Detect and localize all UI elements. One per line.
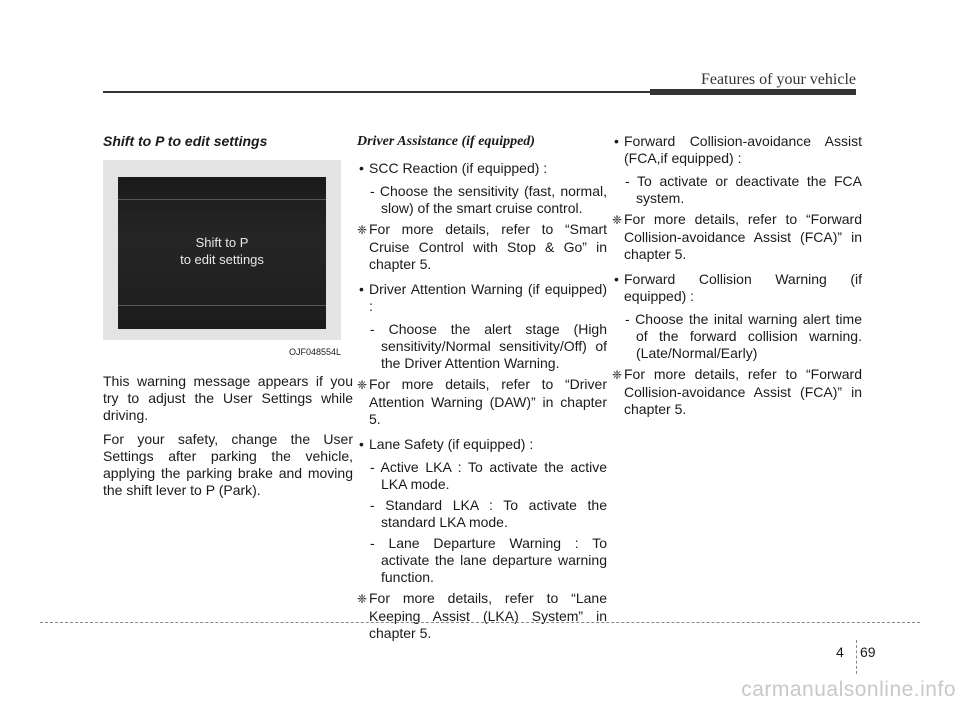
paragraph: This warning message appears if you try to adjust the User Settings while driving. bbox=[103, 373, 353, 423]
column-1 bbox=[103, 133, 353, 506]
screen-divider-top bbox=[118, 199, 326, 200]
chapter-number: 4 bbox=[836, 644, 844, 660]
watermark: carmanualsonline.info bbox=[741, 678, 956, 701]
figure-code: OJF048554L bbox=[288, 347, 341, 357]
column-3 bbox=[612, 133, 862, 426]
bullet-item: • Forward Collision-avoidance Assist (FCA,if equipped) : bbox=[612, 133, 862, 167]
figure-cluster-display bbox=[103, 160, 341, 340]
bullet-item: • Driver Attention Warning (if equipped) : bbox=[357, 281, 607, 315]
note-icon: ❈ bbox=[357, 378, 368, 392]
section-title-driver-assistance: Driver Assistance (if equipped) bbox=[357, 134, 535, 149]
note-text: For more details, refer to “Driver Attention Warning (DAW)” in chapter 5. bbox=[369, 376, 607, 427]
screen-line-2: to edit settings bbox=[180, 252, 264, 267]
section-title-shift-to-p: Shift to P to edit settings bbox=[103, 133, 268, 149]
header-title: Features of your vehicle bbox=[700, 71, 856, 88]
dash-item: - Standard LKA : To activate the standard LKA mode. bbox=[370, 497, 607, 530]
note bbox=[612, 366, 862, 418]
column-2 bbox=[357, 133, 607, 650]
note bbox=[612, 211, 862, 263]
bullet-item: • SCC Reaction (if equipped) : bbox=[357, 160, 607, 177]
dash-item: - Lane Departure Warning : To activate the lane departure warning function. bbox=[370, 535, 607, 585]
bullet-item: • Forward Collision Warning (if equipped) : bbox=[612, 271, 862, 305]
note-text: For more details, refer to “Forward Collision-avoidance Assist (FCA)” in chapter 5. bbox=[624, 211, 862, 262]
dash-item: - Choose the alert stage (High sensitivity/Normal sensitivity/Off) of the Driver Attention Warning. bbox=[370, 321, 607, 371]
note-text: For more details, refer to “Lane Keeping Assist (LKA) System” in chapter 5. bbox=[369, 590, 607, 641]
note-icon: ❈ bbox=[357, 592, 368, 606]
screen-divider-bottom bbox=[118, 305, 326, 306]
screen-line-1: Shift to P bbox=[195, 235, 249, 250]
note bbox=[357, 376, 607, 428]
dash-item: - To activate or deactivate the FCA system. bbox=[625, 173, 862, 206]
note-text: For more details, refer to “Forward Collision-avoidance Assist (FCA)” in chapter 5. bbox=[624, 366, 862, 417]
note-text: For more details, refer to “Smart Cruise Control with Stop & Go” in chapter 5. bbox=[369, 221, 607, 272]
page-number: 69 bbox=[860, 644, 876, 660]
header-rule-accent bbox=[650, 89, 856, 95]
dash-item: - Active LKA : To activate the active LKA mode. bbox=[370, 459, 607, 492]
note bbox=[357, 590, 607, 642]
note-icon: ❈ bbox=[612, 213, 623, 227]
note-icon: ❈ bbox=[357, 223, 368, 237]
cluster-screen bbox=[118, 177, 326, 329]
dash-item: - Choose the inital warning alert time of the forward collision warning. (Late/Normal/Early) bbox=[625, 311, 862, 361]
footer-rule bbox=[40, 622, 920, 623]
footer-divider bbox=[856, 640, 857, 674]
bullet-item: • Lane Safety (if equipped) : bbox=[357, 436, 607, 453]
screen-message bbox=[118, 234, 326, 268]
note-icon: ❈ bbox=[612, 368, 623, 382]
note bbox=[357, 221, 607, 273]
paragraph: For your safety, change the User Settings after parking the vehicle, applying the parking brake and moving the shift lever to P (Park). bbox=[103, 431, 353, 498]
dash-item: - Choose the sensitivity (fast, normal, slow) of the smart cruise control. bbox=[370, 183, 607, 216]
